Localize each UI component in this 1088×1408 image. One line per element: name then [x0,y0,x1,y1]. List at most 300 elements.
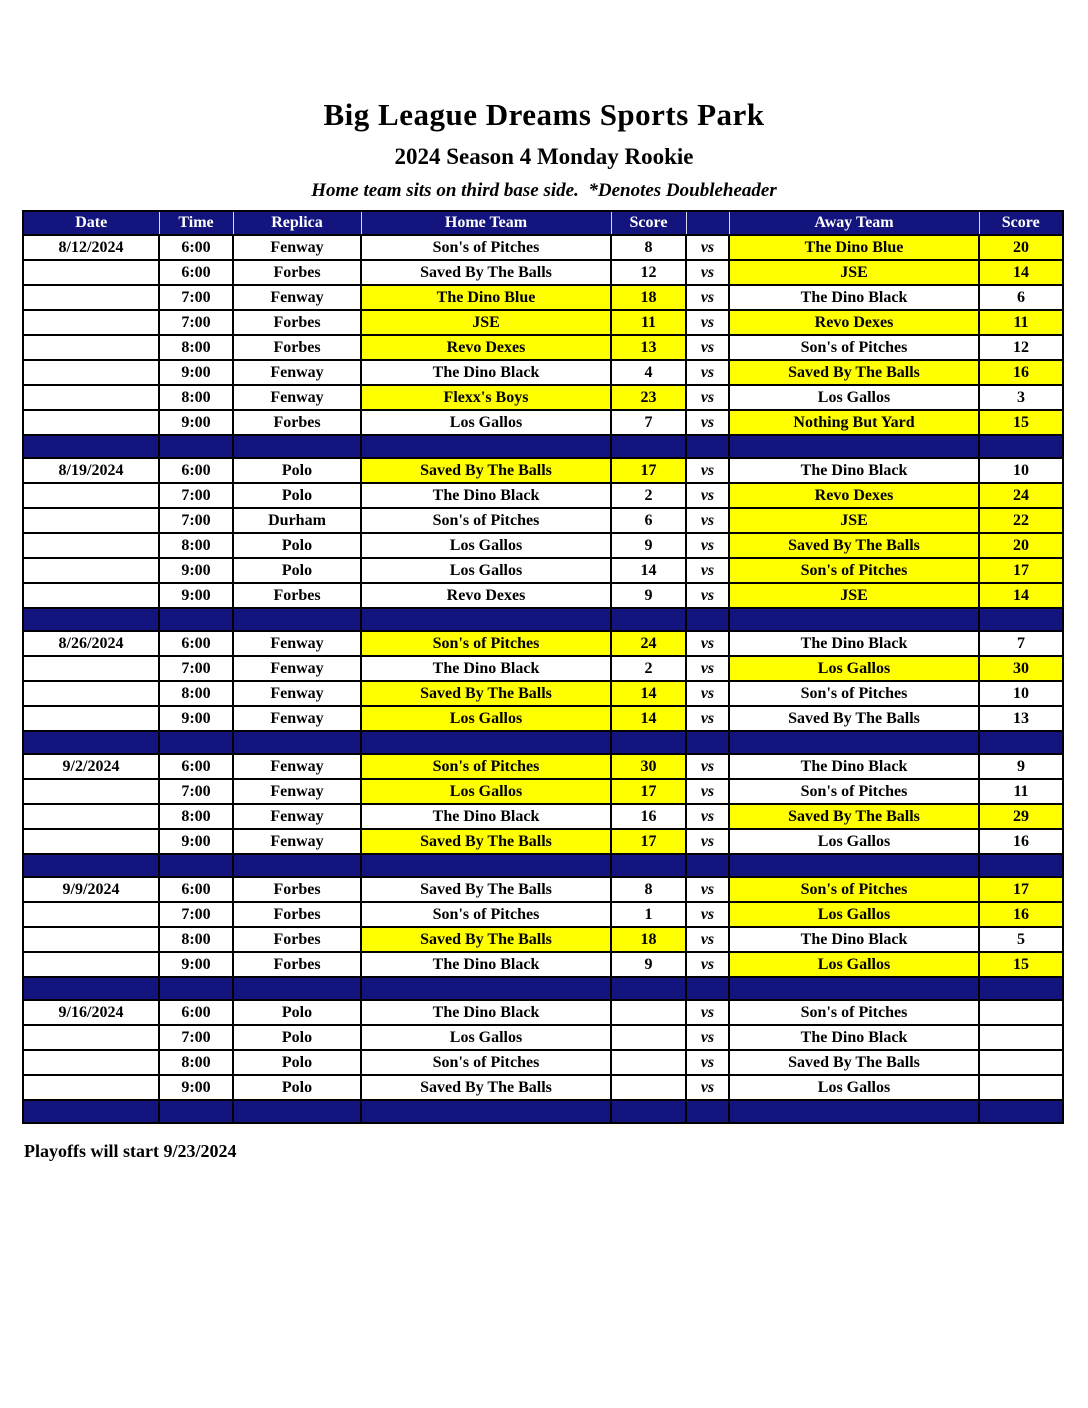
home-team-cell: Son's of Pitches [361,508,611,533]
away-team-cell: Los Gallos [729,656,979,681]
home-team-cell: Los Gallos [361,410,611,435]
date-cell: 9/2/2024 [23,754,159,779]
replica-cell: Fenway [233,656,361,681]
replica-cell: Polo [233,558,361,583]
home-score-cell: 14 [611,681,686,706]
game-row [23,804,1063,829]
time-cell: 6:00 [159,1000,233,1025]
date-cell [23,285,159,310]
away-score-cell: 9 [979,754,1063,779]
separator-cell [686,731,729,754]
replica-cell: Polo [233,483,361,508]
separator-cell [23,435,159,458]
home-score-cell: 14 [611,706,686,731]
time-cell: 9:00 [159,1075,233,1100]
separator-cell [979,435,1063,458]
home-score-cell: 16 [611,804,686,829]
away-score-cell: 11 [979,310,1063,335]
time-cell: 8:00 [159,804,233,829]
home-score-cell: 30 [611,754,686,779]
away-score-cell [979,1050,1063,1075]
home-team-cell: Son's of Pitches [361,1050,611,1075]
replica-cell: Fenway [233,829,361,854]
away-team-cell: Los Gallos [729,385,979,410]
separator-cell [233,1100,361,1123]
separator-row [23,1100,1063,1123]
vs-label: vs [686,310,729,335]
home-team-cell: Son's of Pitches [361,631,611,656]
away-score-cell: 22 [979,508,1063,533]
game-row [23,681,1063,706]
replica-cell: Forbes [233,583,361,608]
away-team-cell: The Dino Black [729,927,979,952]
time-cell: 7:00 [159,483,233,508]
home-team-cell: Son's of Pitches [361,754,611,779]
replica-cell: Forbes [233,310,361,335]
home-team-cell: The Dino Black [361,483,611,508]
replica-cell: Fenway [233,779,361,804]
vs-label: vs [686,804,729,829]
away-score-cell: 16 [979,829,1063,854]
home-team-cell: Saved By The Balls [361,877,611,902]
away-team-cell: Saved By The Balls [729,1050,979,1075]
separator-cell [361,435,611,458]
replica-cell: Fenway [233,681,361,706]
separator-cell [611,854,686,877]
home-score-cell: 17 [611,779,686,804]
separator-cell [23,731,159,754]
game-row [23,260,1063,285]
replica-cell: Polo [233,1025,361,1050]
vs-label: vs [686,558,729,583]
home-team-cell: Los Gallos [361,779,611,804]
separator-cell [159,731,233,754]
time-cell: 6:00 [159,877,233,902]
away-team-cell: JSE [729,508,979,533]
col-header-replica: Replica [233,211,361,235]
vs-label: vs [686,779,729,804]
vs-label: vs [686,927,729,952]
away-score-cell: 10 [979,681,1063,706]
replica-cell: Polo [233,1050,361,1075]
time-cell: 6:00 [159,235,233,260]
home-team-cell: The Dino Black [361,360,611,385]
separator-cell [23,854,159,877]
time-cell: 7:00 [159,1025,233,1050]
separator-cell [686,1100,729,1123]
vs-label: vs [686,533,729,558]
date-cell [23,681,159,706]
home-score-cell: 8 [611,877,686,902]
time-cell: 8:00 [159,927,233,952]
col-header-vs [686,211,729,235]
time-cell: 8:00 [159,533,233,558]
time-cell: 6:00 [159,458,233,483]
separator-row [23,608,1063,631]
date-cell: 8/19/2024 [23,458,159,483]
time-cell: 6:00 [159,631,233,656]
home-score-cell: 7 [611,410,686,435]
separator-cell [159,854,233,877]
separator-cell [979,608,1063,631]
vs-label: vs [686,483,729,508]
away-team-cell: Revo Dexes [729,310,979,335]
home-score-cell: 9 [611,952,686,977]
home-team-cell: Los Gallos [361,533,611,558]
vs-label: vs [686,631,729,656]
time-cell: 8:00 [159,335,233,360]
home-team-cell: Saved By The Balls [361,458,611,483]
separator-cell [729,977,979,1000]
replica-cell: Fenway [233,235,361,260]
away-score-cell: 30 [979,656,1063,681]
game-row [23,1050,1063,1075]
away-team-cell: Saved By The Balls [729,706,979,731]
away-score-cell [979,1000,1063,1025]
separator-cell [361,977,611,1000]
replica-cell: Fenway [233,285,361,310]
game-row [23,335,1063,360]
home-score-cell [611,1075,686,1100]
vs-label: vs [686,410,729,435]
date-cell: 8/26/2024 [23,631,159,656]
page-title: Big League Dreams Sports Park [323,97,765,132]
vs-label: vs [686,260,729,285]
separator-cell [686,977,729,1000]
vs-label: vs [686,706,729,731]
date-cell [23,656,159,681]
separator-cell [361,1100,611,1123]
game-row [23,1025,1063,1050]
page-subtitle: 2024 Season 4 Monday Rookie [394,144,694,169]
away-score-cell: 12 [979,335,1063,360]
separator-cell [611,977,686,1000]
away-team-cell: Son's of Pitches [729,335,979,360]
replica-cell: Fenway [233,754,361,779]
home-team-cell: Los Gallos [361,1025,611,1050]
home-team-cell: The Dino Blue [361,285,611,310]
game-row [23,706,1063,731]
away-score-cell: 20 [979,235,1063,260]
home-score-cell: 11 [611,310,686,335]
replica-cell: Fenway [233,631,361,656]
date-cell: 9/9/2024 [23,877,159,902]
vs-label: vs [686,877,729,902]
separator-cell [23,977,159,1000]
date-cell [23,508,159,533]
game-row [23,902,1063,927]
separator-cell [361,608,611,631]
replica-cell: Fenway [233,385,361,410]
replica-cell: Forbes [233,260,361,285]
time-cell: 7:00 [159,310,233,335]
time-cell: 9:00 [159,360,233,385]
time-cell: 9:00 [159,410,233,435]
replica-cell: Fenway [233,706,361,731]
home-team-cell: The Dino Black [361,656,611,681]
game-row [23,285,1063,310]
time-cell: 9:00 [159,706,233,731]
separator-cell [611,1100,686,1123]
replica-cell: Polo [233,1000,361,1025]
date-cell [23,310,159,335]
vs-label: vs [686,681,729,706]
away-score-cell: 5 [979,927,1063,952]
col-header-home-team: Home Team [361,211,611,235]
time-cell: 7:00 [159,779,233,804]
home-team-cell: Flexx's Boys [361,385,611,410]
away-team-cell: The Dino Blue [729,235,979,260]
date-cell [23,558,159,583]
away-team-cell: Los Gallos [729,902,979,927]
replica-cell: Fenway [233,804,361,829]
separator-cell [729,435,979,458]
replica-cell: Fenway [233,360,361,385]
home-score-cell: 2 [611,483,686,508]
time-cell: 7:00 [159,285,233,310]
game-row [23,1000,1063,1025]
game-row [23,310,1063,335]
game-row [23,458,1063,483]
separator-cell [361,854,611,877]
replica-cell: Forbes [233,902,361,927]
separator-cell [233,977,361,1000]
game-row [23,829,1063,854]
away-team-cell: JSE [729,583,979,608]
away-score-cell: 7 [979,631,1063,656]
game-row [23,360,1063,385]
home-team-cell: Son's of Pitches [361,902,611,927]
home-team-cell: Son's of Pitches [361,235,611,260]
playoffs-note: Playoffs will start 9/23/2024 [24,1141,237,1161]
col-header-away-score: Score [979,211,1063,235]
time-cell: 6:00 [159,754,233,779]
game-row [23,410,1063,435]
game-row [23,779,1063,804]
separator-cell [159,977,233,1000]
time-cell: 6:00 [159,260,233,285]
home-score-cell [611,1025,686,1050]
replica-cell: Forbes [233,927,361,952]
date-cell [23,483,159,508]
vs-label: vs [686,235,729,260]
away-score-cell: 24 [979,483,1063,508]
vs-label: vs [686,952,729,977]
separator-cell [686,854,729,877]
separator-cell [979,1100,1063,1123]
away-score-cell: 3 [979,385,1063,410]
away-team-cell: Son's of Pitches [729,1000,979,1025]
vs-label: vs [686,902,729,927]
vs-label: vs [686,285,729,310]
away-score-cell: 15 [979,410,1063,435]
away-team-cell: JSE [729,260,979,285]
home-team-cell: The Dino Black [361,804,611,829]
game-row [23,656,1063,681]
away-score-cell: 6 [979,285,1063,310]
game-row [23,877,1063,902]
away-team-cell: Son's of Pitches [729,681,979,706]
home-score-cell [611,1050,686,1075]
separator-row [23,854,1063,877]
vs-label: vs [686,1000,729,1025]
date-cell [23,927,159,952]
away-score-cell: 11 [979,779,1063,804]
away-score-cell: 13 [979,706,1063,731]
col-header-date: Date [23,211,159,235]
away-team-cell: Los Gallos [729,952,979,977]
game-row [23,235,1063,260]
separator-cell [686,435,729,458]
home-score-cell: 9 [611,533,686,558]
game-row [23,583,1063,608]
game-row [23,754,1063,779]
time-cell: 8:00 [159,681,233,706]
date-cell [23,583,159,608]
away-team-cell: Saved By The Balls [729,533,979,558]
col-header-home-score: Score [611,211,686,235]
separator-cell [979,977,1063,1000]
vs-label: vs [686,385,729,410]
away-team-cell: Son's of Pitches [729,877,979,902]
separator-cell [23,608,159,631]
home-team-cell: Saved By The Balls [361,260,611,285]
header-row [23,211,1063,235]
separator-cell [686,608,729,631]
separator-cell [233,435,361,458]
away-score-cell: 16 [979,360,1063,385]
date-cell [23,804,159,829]
replica-cell: Forbes [233,877,361,902]
home-score-cell: 4 [611,360,686,385]
time-cell: 8:00 [159,385,233,410]
time-cell: 7:00 [159,508,233,533]
away-team-cell: The Dino Black [729,754,979,779]
vs-label: vs [686,829,729,854]
game-row [23,533,1063,558]
date-cell [23,706,159,731]
home-team-cell: The Dino Black [361,1000,611,1025]
home-score-cell: 24 [611,631,686,656]
away-score-cell: 17 [979,558,1063,583]
away-score-cell [979,1075,1063,1100]
away-score-cell: 20 [979,533,1063,558]
separator-cell [233,854,361,877]
time-cell: 7:00 [159,656,233,681]
replica-cell: Forbes [233,335,361,360]
date-cell [23,410,159,435]
away-team-cell: Revo Dexes [729,483,979,508]
home-team-cell: Revo Dexes [361,583,611,608]
date-cell [23,779,159,804]
separator-row [23,435,1063,458]
home-score-cell: 14 [611,558,686,583]
vs-label: vs [686,754,729,779]
game-row [23,558,1063,583]
replica-cell: Forbes [233,410,361,435]
away-score-cell: 29 [979,804,1063,829]
home-team-cell: Revo Dexes [361,335,611,360]
replica-cell: Durham [233,508,361,533]
game-row [23,1075,1063,1100]
date-cell: 8/12/2024 [23,235,159,260]
separator-cell [729,731,979,754]
separator-cell [729,854,979,877]
home-team-cell: The Dino Black [361,952,611,977]
home-team-cell: Saved By The Balls [361,927,611,952]
vs-label: vs [686,335,729,360]
home-team-cell: Los Gallos [361,558,611,583]
away-team-cell: Son's of Pitches [729,779,979,804]
separator-cell [979,854,1063,877]
home-score-cell: 8 [611,235,686,260]
time-cell: 8:00 [159,1050,233,1075]
separator-row [23,731,1063,754]
game-row [23,508,1063,533]
home-score-cell: 17 [611,829,686,854]
home-score-cell: 18 [611,927,686,952]
home-team-cell: Los Gallos [361,706,611,731]
separator-cell [979,731,1063,754]
home-score-cell: 1 [611,902,686,927]
home-team-cell: Saved By The Balls [361,1075,611,1100]
away-team-cell: Nothing But Yard [729,410,979,435]
date-cell [23,902,159,927]
away-score-cell [979,1025,1063,1050]
date-cell [23,829,159,854]
vs-label: vs [686,583,729,608]
vs-label: vs [686,360,729,385]
home-team-cell: Saved By The Balls [361,681,611,706]
away-team-cell: The Dino Black [729,458,979,483]
separator-cell [159,608,233,631]
vs-label: vs [686,1050,729,1075]
away-score-cell: 14 [979,583,1063,608]
away-team-cell: The Dino Black [729,285,979,310]
separator-cell [159,435,233,458]
separator-cell [159,1100,233,1123]
home-team-cell: JSE [361,310,611,335]
home-score-cell: 6 [611,508,686,533]
home-score-cell: 23 [611,385,686,410]
separator-cell [611,731,686,754]
date-cell [23,360,159,385]
home-team-note: Home team sits on third base side. *Denotes Doubleheader [311,180,777,201]
home-team-cell: Saved By The Balls [361,829,611,854]
date-cell [23,260,159,285]
separator-cell [233,731,361,754]
vs-label: vs [686,1025,729,1050]
time-cell: 7:00 [159,902,233,927]
time-cell: 9:00 [159,583,233,608]
separator-cell [361,731,611,754]
vs-label: vs [686,656,729,681]
time-cell: 9:00 [159,558,233,583]
away-score-cell: 14 [979,260,1063,285]
game-row [23,385,1063,410]
away-score-cell: 17 [979,877,1063,902]
separator-cell [729,608,979,631]
date-cell [23,335,159,360]
home-score-cell: 12 [611,260,686,285]
game-row [23,631,1063,656]
date-cell [23,1075,159,1100]
away-team-cell: Son's of Pitches [729,558,979,583]
replica-cell: Polo [233,1075,361,1100]
home-score-cell: 2 [611,656,686,681]
separator-cell [611,435,686,458]
away-team-cell: Saved By The Balls [729,360,979,385]
